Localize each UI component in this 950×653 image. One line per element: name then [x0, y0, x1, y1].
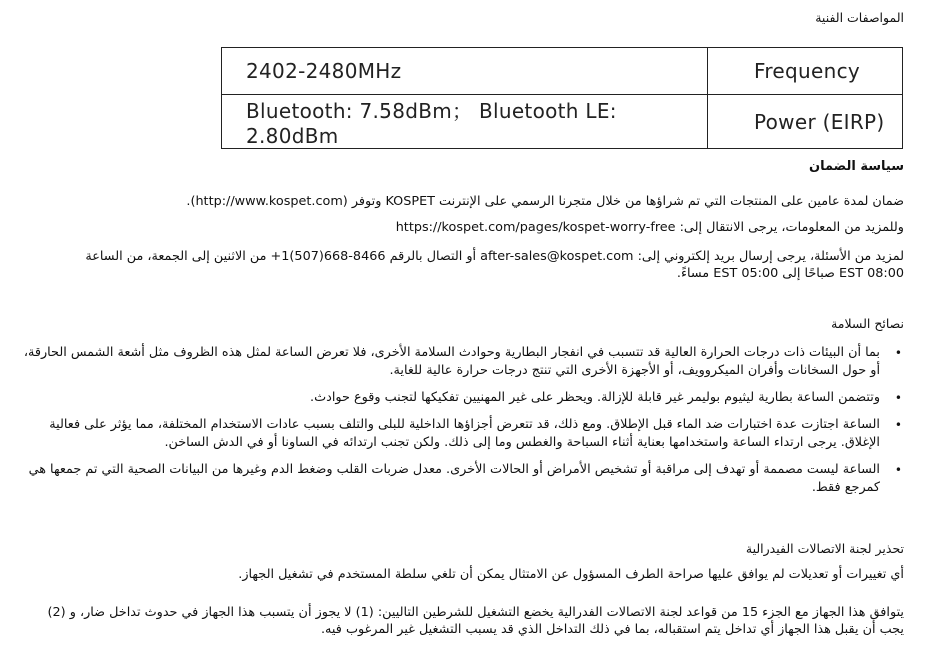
- safety-title: نصائح السلامة: [831, 316, 904, 331]
- list-item: [22, 389, 902, 407]
- spec-label-frequency: Frequency: [708, 48, 903, 95]
- table-row: [222, 95, 903, 149]
- bullet-icon: •: [894, 463, 902, 477]
- spec-value-frequency: 2402-2480MHz: [222, 48, 708, 95]
- safety-item-text: بما أن البيئات ذات درجات الحرارة العالية قد تتسبب في انفجار البطارية وحوادث السلامة الأخرى، فلا تعرض الساعة لمثل هذه الظروف مثل أشعة الشمس الحارقة، أو حول السخانات وأفران الميكروويف، أو الأجهزة الأخرى التي تنتج درجات حرارة عالية للغاية.: [23, 345, 880, 378]
- spec-value-power: Bluetooth: 7.58dBm； Bluetooth LE: 2.80dBm: [222, 95, 708, 149]
- specs-table: [221, 47, 903, 149]
- bullet-icon: •: [894, 418, 902, 432]
- warranty-paragraph-3: لمزيد من الأسئلة، يرجى إرسال بريد إلكتروني إلى: after-sales@kospet.com أو التصال بالرقم 8466-668(507)1+ من الاثنين إلى الجمعة، من الساعة 08:00 EST صباحًا إلى 05:00 EST مساءً.: [85, 249, 904, 281]
- warranty-paragraph-2: وللمزيد من المعلومات، يرجى الانتقال إلى: https://kospet.com/pages/kospet-worry-free: [395, 220, 904, 235]
- warranty-title: سياسة الضمان: [808, 159, 904, 174]
- bullet-icon: •: [894, 346, 902, 360]
- fcc-paragraph-2: يتوافق هذا الجهاز مع الجزء 15 من قواعد لجنة الاتصالات الفدرالية يخضع التشغيل للشرطين التاليين: (1) لا يجوز أن يتسبب هذا الجهاز في حدوث تداخل ضار، و (2) يجب أن يقبل هذا الجهاز أي تداخل يتم استقباله، بما في ذلك التداخل الذي قد يسبب التشغيل غير المرغوب فيه.: [47, 605, 904, 637]
- bullet-icon: •: [894, 391, 902, 405]
- list-item: [22, 344, 902, 380]
- table-row: [222, 48, 903, 95]
- safety-item-text: الساعة اجتازت عدة اختبارات ضد الماء قبل الإطلاق. ومع ذلك، قد تتعرض أجزاؤها الداخلية للبلى والتلف بسبب عادات الاستخدام المختلفة، مما يؤثر على فعالية الإغلاق. يرجى ارتداء الساعة واستخدامها بعناية أثناء السباحة والغطس وما إلى ذلك. ولكن تجنب ارتدائه في الساونا أو في الدش الساخن.: [49, 417, 880, 450]
- safety-item-text: وتتضمن الساعة بطارية ليثيوم بوليمر غير قابلة للإزالة. ويحظر على غير المهنيين تفكيكها لتجنب وقوع حوادث.: [310, 390, 880, 405]
- list-item: [22, 461, 902, 497]
- specs-title: المواصفات الفنية: [815, 10, 904, 25]
- fcc-paragraph-1: أي تغييرات أو تعديلات لم يوافق عليها صراحة الطرف المسؤول عن الامتثال يمكن أن تلغي سلطة المستخدم في تشغيل الجهاز.: [238, 567, 904, 582]
- safety-list: [22, 344, 904, 506]
- spec-label-power: Power (EIRP): [708, 95, 903, 149]
- fcc-title: تحذير لجنة الاتصالات الفيدرالية: [745, 541, 904, 556]
- warranty-paragraph-1: ضمان لمدة عامين على المنتجات التي تم شراؤها من خلال متجرنا الرسمي على الإنترنت KOSPET وتوفر (http://www.kospet.com).: [186, 194, 904, 209]
- safety-item-text: الساعة ليست مصممة أو تهدف إلى مراقبة أو تشخيص الأمراض أو الحالات الأخرى. معدل ضربات القلب وضغط الدم وغيرها من البيانات الصحية التي تم جمعها هي كمرجع فقط.: [28, 462, 880, 495]
- list-item: [22, 416, 902, 452]
